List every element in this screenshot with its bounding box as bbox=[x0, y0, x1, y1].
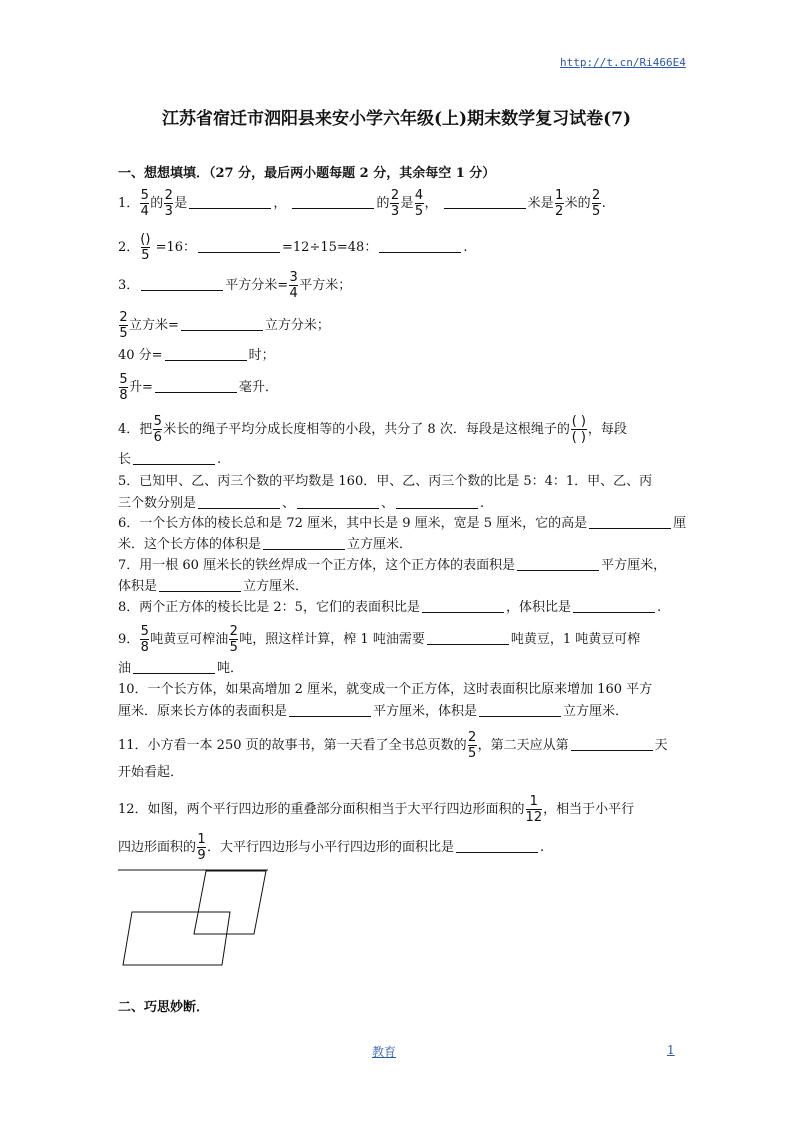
answer-blank[interactable] bbox=[133, 450, 215, 465]
answer-blank[interactable] bbox=[141, 276, 223, 291]
source-url-link[interactable]: http://t.cn/Ri466E4 bbox=[560, 56, 686, 69]
answer-blank[interactable] bbox=[297, 494, 379, 509]
question-10-line-2: 厘米．原来长方体的表面积是 平方厘米，体积是 立方厘米． bbox=[118, 704, 629, 719]
answer-blank[interactable] bbox=[571, 736, 653, 751]
question-3-line-3: 40 分= 时； bbox=[118, 348, 275, 363]
small-parallelogram bbox=[194, 871, 266, 934]
answer-blank[interactable] bbox=[155, 378, 237, 393]
question-2: 2． $\frac{()}{5}$ =16： =12÷15=48： . bbox=[118, 232, 468, 263]
answer-blank[interactable] bbox=[427, 630, 509, 645]
question-3-line-4: $\frac{5}{8}$ 升= 毫升． bbox=[119, 372, 278, 403]
question-1: 1． $\frac{5}{4}$ 的 $\frac{2}{3}$ 是 ， 的 $\frac{2}{3}$ 是 $\frac{4}{5}$ ， 米是 $\frac{1}{2}$ 米的 $\frac{2}{5}$ . bbox=[118, 188, 606, 219]
question-3: 3． 平方分米= $\frac{3}{4}$ 平方米； bbox=[118, 270, 352, 301]
question-4: 4．把 $\frac{5}{6}$ 米长的绳子平均分成长度相等的小段，共分了 8 次．每段是这根绳子的 $\frac{( )}{( )}$ ，每段 bbox=[118, 414, 627, 445]
answer-blank[interactable] bbox=[165, 346, 247, 361]
answer-blank[interactable] bbox=[159, 577, 241, 592]
question-5: 5．已知甲、乙、丙三个数的平均数是 160．甲、乙、丙三个数的比是 5：4：1．甲、乙、丙 bbox=[118, 474, 653, 489]
page-number[interactable]: 1 bbox=[667, 1043, 675, 1057]
question-12: 12．如图，两个平行四边形的重叠部分面积相当于大平行四边形面积的 $\frac{1}{12}$ ，相当于小平行 bbox=[118, 794, 635, 825]
answer-blank[interactable] bbox=[396, 494, 478, 509]
question-7: 7．用一根 60 厘米长的铁丝焊成一个正方体，这个正方体的表面积是 平方厘米， bbox=[118, 558, 667, 573]
answer-blank[interactable] bbox=[198, 238, 280, 253]
question-11: 11．小方看一本 250 页的故事书，第一天看了全书总页数的 $\frac{2}{5}$ ，第二天应从第 天 bbox=[118, 730, 668, 761]
question-3-line-2: $\frac{2}{5}$ 立方米= 立方分米； bbox=[119, 310, 330, 341]
footer-link[interactable]: 教育 bbox=[372, 1045, 397, 1059]
parallelograms-figure bbox=[118, 866, 270, 970]
answer-blank[interactable] bbox=[589, 514, 671, 529]
answer-blank[interactable] bbox=[189, 194, 271, 209]
question-9: 9． $\frac{5}{8}$ 吨黄豆可榨油 $\frac{2}{5}$ 吨，照这样计算，榨 1 吨油需要 吨黄豆，1 吨黄豆可榨 bbox=[118, 624, 641, 655]
answer-blank[interactable] bbox=[263, 535, 345, 550]
question-9-line-2: 油 吨． bbox=[118, 661, 244, 676]
answer-blank[interactable] bbox=[181, 316, 263, 331]
question-8: 8．两个正方体的棱长比是 2：5，它们的表面积比是 ，体积比是 . bbox=[118, 600, 662, 615]
answer-blank[interactable] bbox=[479, 702, 561, 717]
question-10: 10．一个长方体，如果高增加 2 厘米，就变成一个正方体，这时表面积比原来增加 160 平方 bbox=[118, 682, 653, 697]
question-5-line-2: 三个数分别是 、 、 . bbox=[118, 496, 485, 511]
answer-blank[interactable] bbox=[133, 659, 215, 674]
answer-blank[interactable] bbox=[292, 194, 374, 209]
question-6-line-2: 米．这个长方体的体积是 立方厘米． bbox=[118, 537, 413, 552]
section-1-heading: 一、想想填填．（27 分，最后两小题每题 2 分，其余每空 1 分） bbox=[118, 166, 496, 181]
answer-blank[interactable] bbox=[198, 494, 280, 509]
answer-blank[interactable] bbox=[573, 598, 655, 613]
answer-blank[interactable] bbox=[444, 194, 526, 209]
question-12-line-2: 四边形面积的 $\frac{1}{9}$ ．大平行四边形与小平行四边形的面积比是 . bbox=[118, 832, 545, 863]
question-11-line-2: 开始看起． bbox=[118, 765, 184, 780]
answer-blank[interactable] bbox=[422, 598, 504, 613]
question-6: 6．一个长方体的棱长总和是 72 厘米，其中长是 9 厘米，宽是 5 厘米，它的高是 厘 bbox=[118, 516, 687, 531]
large-parallelogram bbox=[123, 912, 230, 965]
question-7-line-2: 体积是 立方厘米． bbox=[118, 579, 309, 594]
section-2-heading: 二、巧思妙断． bbox=[118, 1000, 210, 1015]
question-4-line-2: 长 . bbox=[118, 452, 222, 467]
answer-blank[interactable] bbox=[456, 838, 538, 853]
answer-blank[interactable] bbox=[517, 556, 599, 571]
answer-blank[interactable] bbox=[379, 238, 461, 253]
exam-title: 江苏省宿迁市泗阳县来安小学六年级(上)期末数学复习试卷(7) bbox=[161, 109, 631, 129]
answer-blank[interactable] bbox=[289, 702, 371, 717]
